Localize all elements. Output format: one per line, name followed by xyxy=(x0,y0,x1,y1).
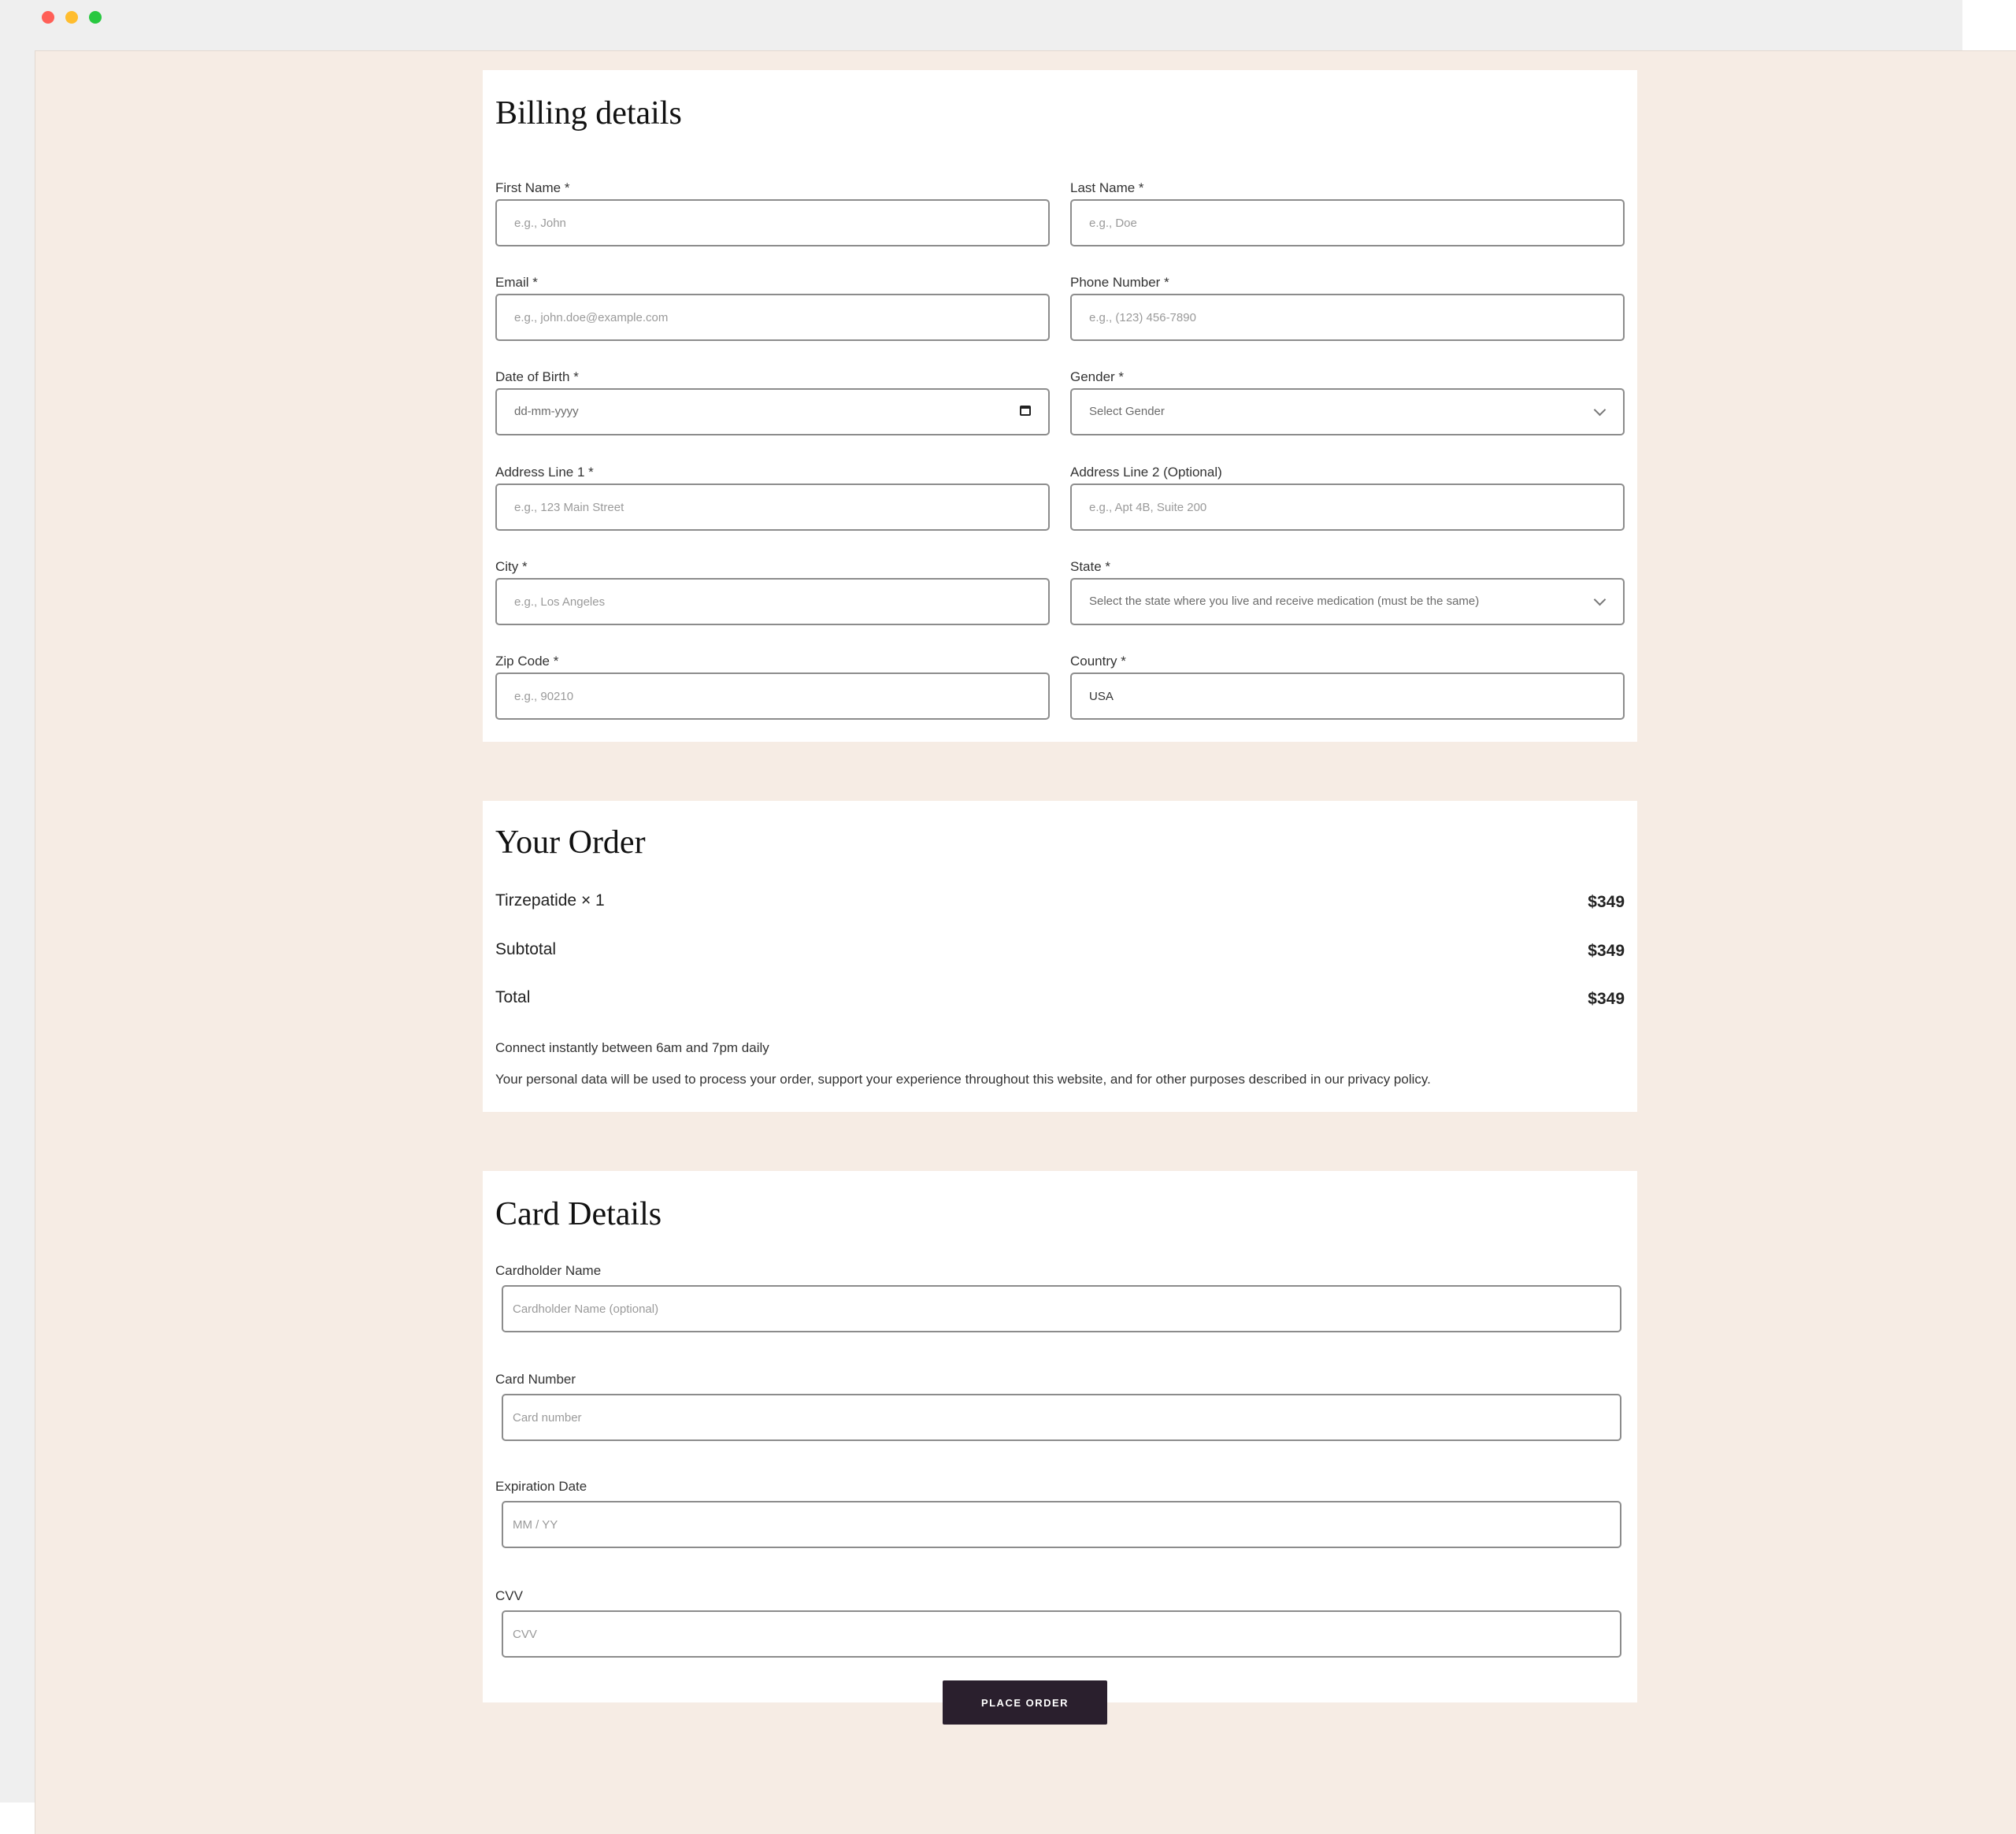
card-details-title: Card Details xyxy=(495,1196,662,1232)
country-box xyxy=(1070,672,1625,720)
card-details-section xyxy=(483,1171,1637,1702)
first-name-input[interactable] xyxy=(497,201,1048,245)
cardholder-box xyxy=(502,1285,1621,1332)
country-label: Country * xyxy=(1070,654,1126,669)
chevron-down-icon xyxy=(1594,594,1606,606)
subtotal-label: Subtotal xyxy=(495,940,557,958)
order-summary-section xyxy=(483,801,1637,1112)
expiry-input[interactable] xyxy=(503,1502,1620,1547)
expiry-box xyxy=(502,1501,1621,1548)
card-number-box xyxy=(502,1394,1621,1441)
card-number-input[interactable] xyxy=(503,1395,1620,1439)
country-input[interactable] xyxy=(1072,674,1623,718)
cardholder-label: Cardholder Name xyxy=(495,1263,602,1278)
address2-input[interactable] xyxy=(1072,485,1623,529)
order-line-item xyxy=(495,891,1625,915)
order-total-row xyxy=(495,988,1625,1012)
order-item-amount: $349 xyxy=(1588,893,1625,911)
address1-input[interactable] xyxy=(497,485,1048,529)
window-titlebar xyxy=(0,0,1962,50)
first-name-box xyxy=(495,199,1050,246)
address2-label: Address Line 2 (Optional) xyxy=(1070,465,1222,480)
minimize-window-button[interactable] xyxy=(65,11,78,24)
gender-value: Select Gender xyxy=(1089,405,1165,418)
cvv-input[interactable] xyxy=(503,1612,1620,1656)
city-label: City * xyxy=(495,559,528,574)
city-input[interactable] xyxy=(497,580,1048,624)
address1-label: Address Line 1 * xyxy=(495,465,594,480)
email-box xyxy=(495,294,1050,341)
phone-input[interactable] xyxy=(1072,295,1623,339)
order-subtotal-row xyxy=(495,940,1625,964)
dob-value: dd-mm-yyyy xyxy=(514,405,579,418)
total-amount: $349 xyxy=(1588,990,1625,1008)
cvv-label: CVV xyxy=(495,1588,523,1603)
window-frame-edge xyxy=(0,50,35,1803)
card-number-label: Card Number xyxy=(495,1372,576,1387)
email-input[interactable] xyxy=(497,295,1048,339)
maximize-window-button[interactable] xyxy=(89,11,102,24)
state-label: State * xyxy=(1070,559,1111,574)
chevron-down-icon xyxy=(1594,404,1606,417)
total-label: Total xyxy=(495,988,531,1006)
cvv-box xyxy=(502,1610,1621,1658)
subtotal-amount: $349 xyxy=(1588,942,1625,960)
billing-details-section xyxy=(483,70,1637,742)
city-box xyxy=(495,578,1050,625)
dob-input[interactable] xyxy=(495,388,1050,435)
zip-label: Zip Code * xyxy=(495,654,559,669)
address1-box xyxy=(495,484,1050,531)
first-name-label: First Name * xyxy=(495,180,570,195)
privacy-note: Your personal data will be used to process your order, support your experience throughout this website, and for other purposes described in our privacy policy. xyxy=(495,1072,1431,1087)
order-title: Your Order xyxy=(495,824,646,861)
phone-box xyxy=(1070,294,1625,341)
place-order-button[interactable]: PLACE ORDER xyxy=(943,1680,1107,1725)
cardholder-input[interactable] xyxy=(503,1287,1620,1331)
zip-box xyxy=(495,672,1050,720)
availability-note: Connect instantly between 6am and 7pm daily xyxy=(495,1040,769,1055)
order-item-name: Tirzepatide × 1 xyxy=(495,891,605,910)
state-select[interactable] xyxy=(1070,578,1625,625)
dob-label: Date of Birth * xyxy=(495,369,579,384)
gender-select[interactable] xyxy=(1070,388,1625,435)
address2-box xyxy=(1070,484,1625,531)
billing-title: Billing details xyxy=(495,95,682,132)
calendar-icon[interactable] xyxy=(1020,406,1031,416)
expiry-label: Expiration Date xyxy=(495,1479,587,1494)
zip-input[interactable] xyxy=(497,674,1048,718)
last-name-box xyxy=(1070,199,1625,246)
last-name-input[interactable] xyxy=(1072,201,1623,245)
page-viewport xyxy=(35,50,2016,1834)
gender-label: Gender * xyxy=(1070,369,1125,384)
phone-label: Phone Number * xyxy=(1070,275,1169,290)
state-value: Select the state where you live and receive medication (must be the same) xyxy=(1089,595,1480,608)
close-window-button[interactable] xyxy=(42,11,54,24)
email-label: Email * xyxy=(495,275,538,290)
last-name-label: Last Name * xyxy=(1070,180,1144,195)
